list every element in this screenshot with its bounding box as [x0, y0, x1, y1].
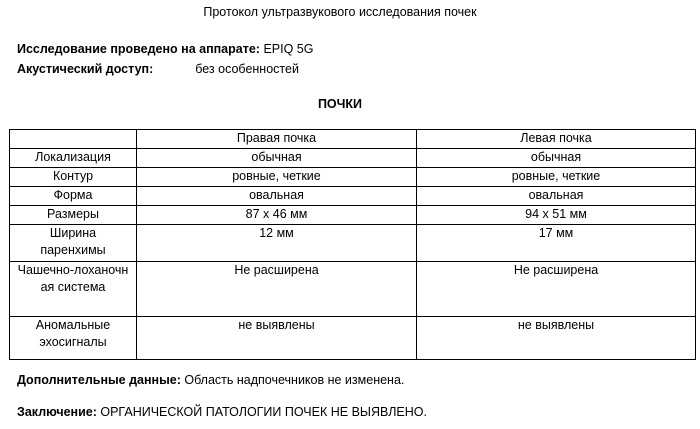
conclusion-label: Заключение:	[17, 405, 97, 419]
row-label-line: паренхимы	[40, 243, 106, 257]
right-kidney-value: 12 мм	[137, 225, 417, 262]
conclusion-row	[17, 405, 427, 419]
header-left-kidney: Левая почка	[417, 130, 696, 149]
additional-data-label: Дополнительные данные:	[17, 373, 181, 387]
header-label-cell	[10, 130, 137, 149]
additional-data-row	[17, 373, 404, 387]
kidney-table	[9, 129, 696, 360]
left-kidney-value: 94 х 51 мм	[417, 206, 696, 225]
table-row	[10, 149, 696, 168]
header-right-kidney: Правая почка	[137, 130, 417, 149]
right-kidney-value: Не расширена	[137, 262, 417, 317]
left-kidney-value: ровные, четкие	[417, 168, 696, 187]
table-row	[10, 168, 696, 187]
row-label: Контур	[10, 168, 137, 187]
right-kidney-value: ровные, четкие	[137, 168, 417, 187]
device-label: Исследование проведено на аппарате:	[17, 42, 260, 56]
table-row	[10, 262, 696, 317]
row-label: Форма	[10, 187, 137, 206]
document-title: Протокол ультразвукового исследования почек	[203, 5, 477, 19]
left-kidney-value: овальная	[417, 187, 696, 206]
row-label	[10, 262, 137, 317]
table-header-row	[10, 130, 696, 149]
row-label: Локализация	[10, 149, 137, 168]
additional-data-value: Область надпочечников не изменена.	[184, 373, 405, 387]
row-label-line: Чашечно-лоханочн	[17, 263, 129, 277]
row-label-line: эхосигналы	[39, 335, 107, 349]
acoustic-access-label: Акустический доступ:	[17, 62, 154, 76]
table-row	[10, 317, 696, 360]
row-label	[10, 317, 137, 360]
row-label	[10, 225, 137, 262]
right-kidney-value: обычная	[137, 149, 417, 168]
left-kidney-value: обычная	[417, 149, 696, 168]
row-label: Размеры	[10, 206, 137, 225]
row-label-line: ая система	[40, 280, 106, 294]
right-kidney-value: не выявлены	[137, 317, 417, 360]
conclusion-value: ОРГАНИЧЕСКОЙ ПАТОЛОГИИ ПОЧЕК НЕ ВЫЯВЛЕНО.	[100, 405, 427, 419]
right-kidney-value: 87 х 46 мм	[137, 206, 417, 225]
left-kidney-value: не выявлены	[417, 317, 696, 360]
acoustic-access-row	[17, 62, 299, 76]
left-kidney-value: 17 мм	[417, 225, 696, 262]
row-label-line: Аномальные	[35, 318, 111, 332]
acoustic-access-value: без особенностей	[195, 62, 299, 76]
table-row	[10, 206, 696, 225]
device-value: EPIQ 5G	[263, 42, 314, 56]
device-row	[17, 42, 313, 56]
table-row	[10, 225, 696, 262]
row-label-line: Ширина	[49, 226, 97, 240]
left-kidney-value: Не расширена	[417, 262, 696, 317]
section-title: ПОЧКИ	[317, 97, 363, 111]
right-kidney-value: овальная	[137, 187, 417, 206]
table-row	[10, 187, 696, 206]
